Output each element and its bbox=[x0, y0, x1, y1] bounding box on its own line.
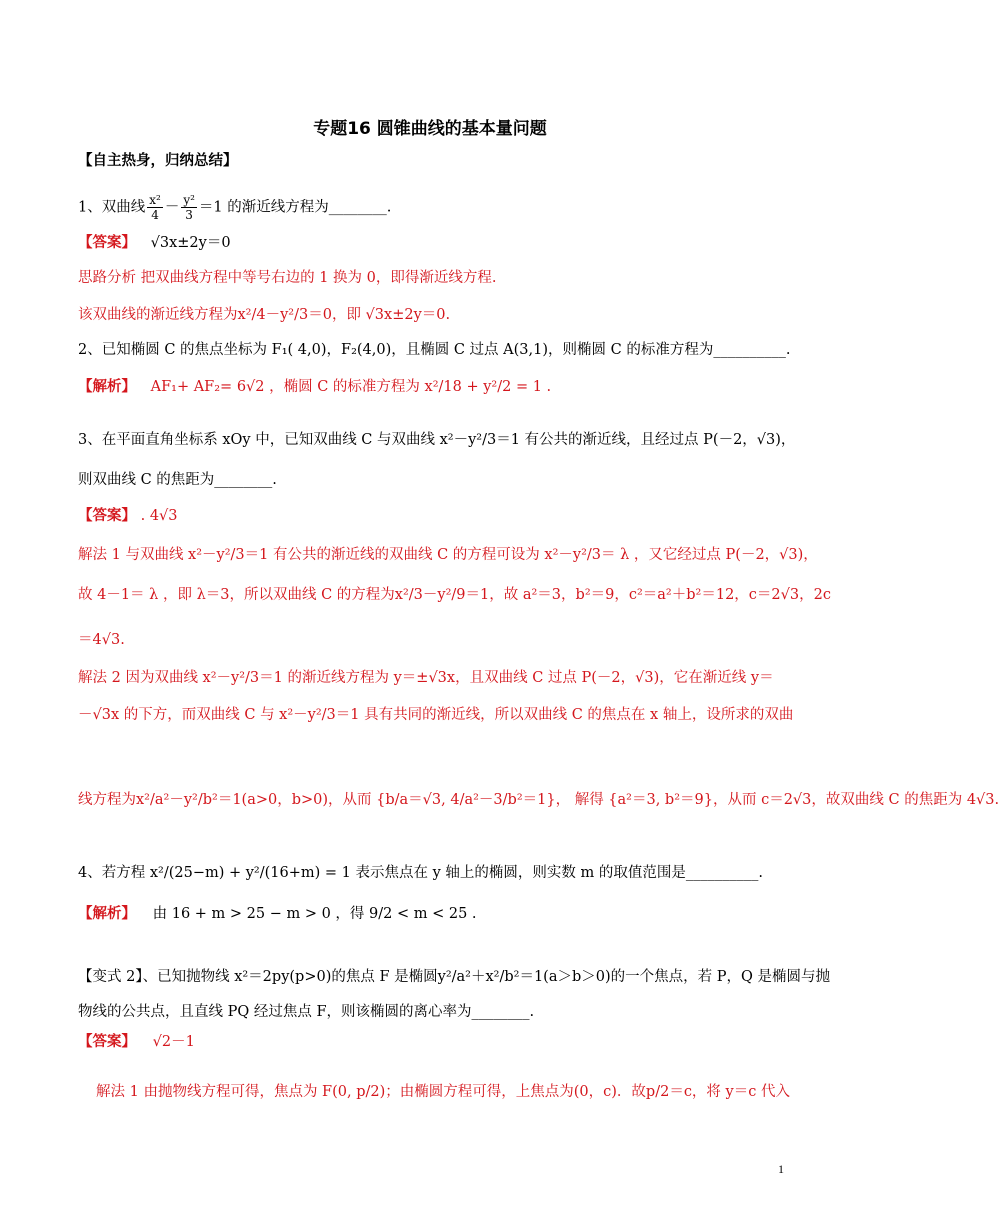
solution-2b: －√3x 的下方，而双曲线 C 与 x²－y²/3＝1 具有共同的渐近线，所以双曲线 C 的焦点在 x 轴上，设所求的双曲 bbox=[78, 707, 794, 723]
answer-label: 【答案】 bbox=[78, 234, 136, 251]
q1-blank: ________ bbox=[328, 199, 387, 216]
page-title: 专题16 圆锥曲线的基本量问题 bbox=[313, 119, 547, 139]
variant-2b: 物线的公共点，且直线 PQ 经过焦点 F，则该椭圆的离心率为________. bbox=[78, 1004, 535, 1020]
answer-2 bbox=[78, 377, 551, 397]
answer-value: √3x±2y＝0 bbox=[150, 235, 231, 251]
q1-fraction-y: $\frac{\text{y²}}{3}$ bbox=[183, 193, 195, 222]
q1-prefix: 1、双曲线 bbox=[78, 199, 146, 216]
analysis-1: 思路分析 把双曲线方程中等号右边的 1 换为 0，即得渐近线方程. bbox=[78, 270, 497, 286]
answer-1 bbox=[78, 233, 231, 253]
section-heading: 【自主热身，归纳总结】 bbox=[78, 152, 238, 169]
solution-1c: ＝4√3. bbox=[78, 632, 125, 648]
answer-3 bbox=[78, 506, 178, 526]
question-2: 2、已知椭圆 C 的焦点坐标为 F₁( 4,0)，F₂(4,0)，且椭圆 C 过点 A(3,1)，则椭圆 C 的标准方程为__________. bbox=[78, 342, 791, 358]
q1-suffix: ＝1 的渐近线方程为 bbox=[198, 199, 329, 216]
answer-label: 【答案】 bbox=[78, 507, 136, 524]
question-3b: 则双曲线 C 的焦距为________. bbox=[78, 472, 277, 488]
answer-value: AF₁+ AF₂= 6√2 ，椭圆 C 的标准方程为 x²/18 + y²/2 = 1 . bbox=[150, 379, 552, 395]
answer-4 bbox=[78, 904, 477, 924]
analysis-1b: 该双曲线的渐近线方程为x²/4－y²/3＝0，即 √3x±2y＝0. bbox=[78, 307, 451, 323]
q1-end: . bbox=[386, 199, 392, 216]
answer-label: 【解析】 bbox=[78, 905, 136, 922]
solution-1b: 故 4－1＝ λ ，即 λ＝3，所以双曲线 C 的方程为x²/3－y²/9＝1，故 a²＝3，b²＝9，c²＝a²＋b²＝12，c＝2√3，2c bbox=[78, 587, 831, 603]
solution-2c: 线方程为x²/a²－y²/b²＝1(a>0，b>0)，从而 {b/a＝√3, 4/a²－3/b²＝1}， 解得 {a²＝3, b²＝9}，从而 c＝2√3，故双曲线 C 的焦距为 4√3. bbox=[78, 792, 999, 808]
question-1 bbox=[78, 193, 391, 222]
question-3a: 3、在平面直角坐标系 xOy 中，已知双曲线 C 与双曲线 x²－y²/3＝1 有公共的渐近线，且经过点 P(－2，√3)， bbox=[78, 432, 796, 448]
q1-fraction-x: $\frac{\text{x²}}{4}$ bbox=[149, 193, 161, 222]
page-number: 1 bbox=[778, 1162, 784, 1176]
variant-2a bbox=[78, 967, 830, 987]
answer-label: 【解析】 bbox=[78, 378, 136, 395]
answer-value: 由 16 + m > 25 − m > 0 ，得 9/2 < m < 25 . bbox=[152, 906, 477, 922]
variant-2-text: 【变式 2】、已知抛物线 x²＝2py(p>0)的焦点 F 是椭圆y²/a²＋x²/b²＝1(a＞b＞0)的一个焦点，若 P，Q 是椭圆与抛 bbox=[78, 969, 831, 985]
answer-label: 【答案】 bbox=[78, 1033, 136, 1050]
solution-5: 解法 1 由抛物线方程可得，焦点为 F(0, p/2)；由椭圆方程可得，上焦点为(0，c)．故p/2＝c，将 y＝c 代入 bbox=[96, 1084, 790, 1100]
question-4: 4、若方程 x²/(25−m) + y²/(16+m) = 1 表示焦点在 y 轴上的椭圆，则实数 m 的取值范围是__________. bbox=[78, 865, 763, 881]
answer-value: √2－1 bbox=[152, 1034, 195, 1050]
solution-2a: 解法 2 因为双曲线 x²－y²/3＝1 的渐近线方程为 y＝±√3x，且双曲线 C 过点 P(－2，√3)，它在渐近线 y＝ bbox=[78, 670, 774, 686]
answer-5 bbox=[78, 1032, 195, 1052]
q1-minus: － bbox=[164, 199, 180, 216]
solution-1a: 解法 1 与双曲线 x²－y²/3＝1 有公共的渐近线的双曲线 C 的方程可设为 x²－y²/3＝ λ ，又它经过点 P(－2，√3)， bbox=[78, 547, 818, 563]
answer-value: . 4√3 bbox=[140, 508, 178, 524]
